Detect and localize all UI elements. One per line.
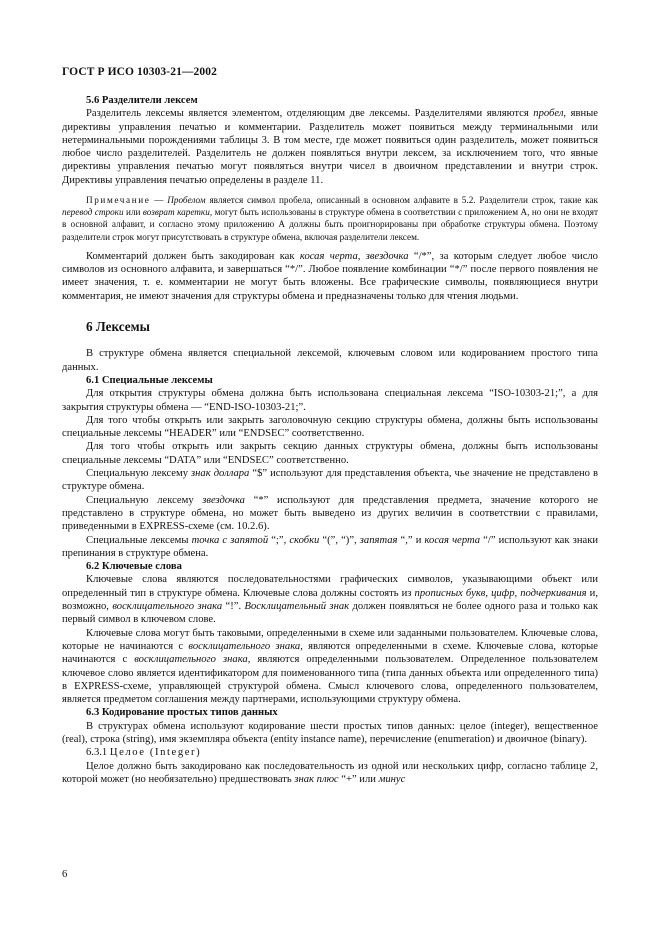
section-6-1-paragraph-6 bbox=[62, 534, 598, 561]
section-6-heading: 6 Лексемы bbox=[86, 319, 150, 335]
section-6-1-paragraph-5 bbox=[62, 494, 598, 534]
italic-term: восклицательного знака bbox=[134, 654, 248, 666]
section-6-1-heading: 6.1 Специальные лексемы bbox=[86, 374, 213, 386]
italic-term: минус bbox=[378, 773, 406, 785]
text-run: Специальную лексему bbox=[86, 468, 192, 480]
section-6-1-paragraph-1 bbox=[62, 387, 598, 414]
text-run: “(”, “)”, bbox=[319, 534, 360, 546]
italic-term: перевод строки bbox=[62, 207, 124, 218]
italic-term: косая черта bbox=[424, 534, 481, 546]
italic-term: Пробелом bbox=[167, 195, 206, 206]
section-6-1-paragraph-3 bbox=[62, 440, 598, 467]
italic-term: пробел, bbox=[533, 108, 567, 120]
section-5-6-paragraph-1 bbox=[62, 107, 598, 187]
italic-term: скобки bbox=[289, 534, 320, 546]
text-run: явные директивы управления печатью и комментарии. Разделитель может появиться между терминальными или нетерминальными порождениями таблицы 3. В том месте, где может появиться один разделитель, может появиться любое число разделителей. Разделитель не должен появляться внутри лексем, за исключением того, что явные директивы управления печатью могут появляться внутри чисел в двоичном представлении и внутри строк. Директивы управления печатью определены в разделе 11. bbox=[62, 108, 599, 186]
section-6-1-paragraph-4 bbox=[62, 467, 598, 494]
italic-term: восклицательного знака bbox=[188, 640, 301, 652]
section-6-2-paragraph-2 bbox=[62, 627, 598, 707]
section-6-paragraph-1 bbox=[62, 347, 598, 374]
section-6-3-paragraph-1 bbox=[62, 720, 598, 747]
text-run: — bbox=[150, 195, 168, 206]
text-run: Целое должно быть закодировано как последовательность из одной или нескольких цифр, согласно таблице 2, которой может (но необязательно) предшествовать bbox=[62, 760, 598, 785]
text-run: В структурах обмена используют кодирование шести простых типов данных: целое (integer), вещественное (real), строка (string), имя экземпляра объекта (entity instance name), перечисление (enumeration) и двоичное (binary). bbox=[62, 720, 598, 745]
italic-term: восклицательного знака bbox=[112, 601, 223, 613]
page-number: 6 bbox=[62, 869, 68, 880]
text-run: В структуре обмена является специальной лексемой, ключевым словом или кодированием простого типа данных. bbox=[62, 348, 598, 373]
text-run: 6.3.1 bbox=[86, 747, 110, 759]
text-run: или bbox=[123, 207, 143, 218]
section-5-6-paragraph-2 bbox=[62, 250, 598, 303]
text-run: , являются определенными пользователем. Определенное пользователем ключевое слово является идентификатором для поименованного типа (типа данных объекта или определенного типа) в EXPRESS-схеме, управляющей структурой обмена. Смысл ключевого слова, определенного пользователем, является предметом соглашения между партнерами, использующими структуру обмена. bbox=[62, 654, 598, 706]
document-header: ГОСТ Р ИСО 10303-21—2002 bbox=[62, 66, 217, 78]
text-run: “;”, bbox=[268, 534, 290, 546]
page-content bbox=[62, 94, 598, 786]
text-run: и, возможно, bbox=[62, 587, 599, 613]
section-6-2-heading: 6.2 Ключевые слова bbox=[86, 561, 182, 573]
text-run: Специальную лексему bbox=[86, 494, 203, 506]
spaced-label: Примечание bbox=[86, 195, 151, 206]
spaced-label: Целое (Integer) bbox=[109, 747, 202, 759]
text-run: Разделитель лексемы является элементом, отделяющим две лексемы. Разделителями являются bbox=[86, 108, 534, 120]
text-run: Для открытия структуры обмена должна быть использована специальная лексема “ISO-10303-21;”, а для закрытия структуры обмена — “END-ISO-10303-21;”. bbox=[62, 388, 598, 413]
italic-term: знак плюс bbox=[294, 773, 339, 785]
text-run: могут быть использованы в структуре обмена в соответствии с приложением А, но они не входят в основной алфавит, и согласно этому приложению А должны быть проигнорированы при обработке структуры обмена. Поэтому разделители строк могут присутствовать в структуре обмена, включая разделители лексем. bbox=[62, 207, 598, 242]
text-run: является символ пробела, описанный в основном алфавите в 5.2. Разделители строк, такие как bbox=[205, 195, 598, 206]
text-run: “*” используют для представления предмета, значение которого не представлено в структуре обмена, но может быть выведено из других величин в соответствии с правилами, приведенными в EXPRESS-схеме (см. 10.2.6). bbox=[62, 494, 599, 533]
text-run: Для того чтобы открыть или закрыть заголовочную секцию структуры обмена, должны быть использованы специальные лексемы “HEADER” или “ENDSEC” соответственно. bbox=[62, 414, 598, 440]
italic-term: запятая bbox=[359, 534, 398, 546]
section-6-1-paragraph-2 bbox=[62, 414, 598, 441]
italic-term: косая черта, звездочка bbox=[299, 250, 409, 262]
text-run: “/*”, за которым следует любое число символов из основного алфавита, и завершаться “*/”. Любое появление комбинации “*/” после первого появления не имеет значения, т. е. комментарии не могут быть вложены. Все графические символы, появляющиеся внутри комментария, не имеют значения для структуры обмена и предназначены только для чтения людьми. bbox=[62, 250, 598, 302]
text-run: должен появляться не более одного раза и только как первый символ в ключевом слове. bbox=[62, 601, 598, 626]
text-run: “/” используют как знаки препинания в структуре обмена. bbox=[62, 534, 599, 559]
section-6-3-1-paragraph-1 bbox=[62, 760, 598, 787]
section-6-3-1-heading bbox=[62, 746, 598, 759]
section-5-6-heading: 5.6 Разделители лексем bbox=[86, 95, 198, 106]
text-run: , являются определенными в схеме. Ключевые слова, которые начинаются с bbox=[62, 640, 598, 666]
text-run: Ключевые слова являются последовательностями графических символов, указывающими объект или определенный тип в структуре обмена. Ключевые слова должны состоять из bbox=[62, 574, 598, 599]
italic-term: точка с запятой bbox=[191, 534, 269, 546]
section-6-2-paragraph-1 bbox=[62, 573, 598, 626]
italic-term: звездочка bbox=[202, 494, 245, 506]
italic-term: Восклицательный знак bbox=[244, 601, 350, 613]
italic-term: возврат каретки, bbox=[142, 207, 213, 218]
section-6-3-heading: 6.3 Кодирование простых типов данных bbox=[86, 707, 278, 719]
section-5-6-note bbox=[62, 194, 598, 243]
text-run: Комментарий должен быть закодирован как bbox=[86, 250, 300, 262]
italic-term: прописных букв, цифр, подчеркивания bbox=[414, 587, 587, 599]
text-run: “+” или bbox=[338, 773, 379, 785]
text-run: “,” и bbox=[397, 534, 425, 546]
italic-term: знак доллара bbox=[191, 468, 250, 480]
text-run: “!”. bbox=[222, 601, 245, 613]
text-run: Ключевые слова могут быть таковыми, определенными в схеме или заданными пользователем. Ключевые слова, которые не начинаются с bbox=[62, 627, 598, 652]
text-run: Для того чтобы открыть или закрыть секцию данных структуры обмена, должны быть использованы специальные лексемы “DATA” или “ENDSEC” соответственно. bbox=[62, 441, 598, 466]
text-run: Специальные лексемы bbox=[86, 534, 192, 546]
text-run: “$” используют для представления объекта, чье значение не представлено в структуре обмена. bbox=[62, 468, 598, 493]
